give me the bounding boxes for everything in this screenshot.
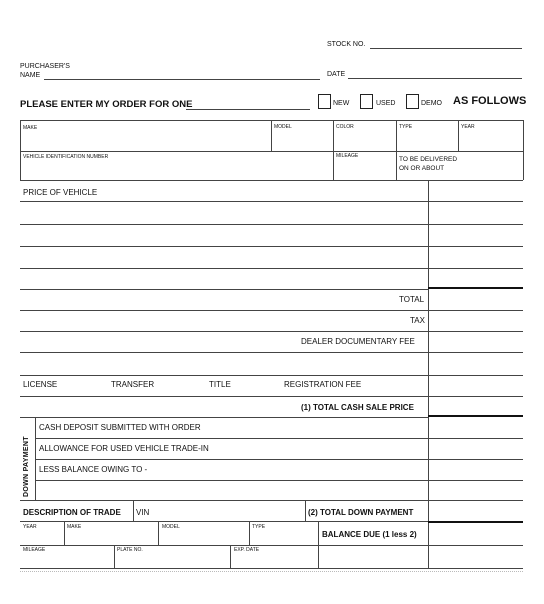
trade-year-label: YEAR: [23, 524, 37, 530]
purchasers-name-label: [20, 62, 70, 80]
cash-sale-thick-line: [428, 415, 523, 417]
trade-type-divider: [249, 521, 250, 545]
price-row-line-4: [20, 268, 523, 269]
trade-vin-label: VIN: [136, 508, 150, 517]
blank-row-line: [20, 375, 523, 376]
mileage-label: MILEAGE: [336, 153, 359, 159]
cash-deposit-row-line: [35, 438, 523, 439]
transfer-label: TRANSFER: [111, 380, 155, 389]
total-thick-line: [428, 287, 523, 289]
vehicle-divider-type: [396, 120, 397, 180]
vin-field[interactable]: [24, 160, 331, 178]
less-balance-row-line: [35, 480, 523, 481]
trade-vin-divider: [133, 500, 134, 521]
total-down-payment-label: (2) TOTAL DOWN PAYMENT: [308, 508, 414, 517]
stock-no-label: STOCK NO.: [327, 41, 366, 48]
less-balance-label: LESS BALANCE OWING TO -: [39, 465, 148, 474]
price-row-line-2: [20, 224, 523, 225]
vehicle-table-bottom: [20, 180, 523, 181]
dealer-fee-row-line: [20, 352, 523, 353]
allowance-label: ALLOWANCE FOR USED VEHICLE TRADE-IN: [39, 444, 209, 453]
vehicle-table-left: [20, 120, 21, 180]
stock-no-line[interactable]: [370, 48, 522, 49]
delivered-label: [399, 155, 457, 173]
trade-make-label: MAKE: [67, 524, 82, 530]
tax-label: TAX: [410, 316, 425, 325]
make-label: MAKE: [23, 125, 38, 131]
trade-mileage-label: MILEAGE: [23, 547, 46, 553]
down-payment-thick-line: [428, 521, 523, 523]
price-row-line-5: [20, 289, 428, 290]
amount-column-divider: [428, 180, 429, 568]
date-label: DATE: [327, 71, 346, 78]
bottom-edge-marks: [20, 571, 523, 574]
cash-deposit-label: CASH DEPOSIT SUBMITTED WITH ORDER: [39, 423, 201, 432]
trade-plate-divider: [114, 545, 115, 568]
total-row-line: [20, 310, 523, 311]
tax-row-line: [20, 331, 523, 332]
license-label: LICENSE: [23, 380, 58, 389]
year-label: YEAR: [461, 124, 475, 130]
registration-fee-label: REGISTRATION FEE: [284, 380, 362, 389]
trade-bottom-line: [20, 568, 523, 569]
balance-due-label: BALANCE DUE (1 less 2): [322, 530, 417, 539]
dealer-fee-label: DEALER DOCUMENTARY FEE: [301, 337, 415, 346]
demo-label: DEMO: [421, 100, 442, 107]
trade-plate-no-label: PLATE NO.: [117, 547, 143, 553]
vin-label: VEHICLE IDENTIFICATION NUMBER: [23, 154, 109, 160]
type-label: TYPE: [399, 124, 413, 130]
order-line[interactable]: [186, 109, 310, 110]
cash-sale-row-line: [20, 417, 428, 418]
purchasers-name-line[interactable]: [44, 79, 320, 80]
make-field[interactable]: [24, 128, 269, 148]
trade-exp-divider: [230, 545, 231, 568]
delivered-line1: TO BE DELIVERED: [399, 156, 458, 163]
price-row-line-3: [20, 246, 523, 247]
vehicle-divider-model: [271, 120, 272, 151]
purchasers-name-line1: PURCHASER'S: [20, 63, 70, 70]
trade-exp-date-label: EXP. DATE: [234, 547, 260, 553]
delivered-line2: ON OR ABOUT: [399, 165, 445, 172]
new-label: NEW: [333, 100, 350, 107]
model-label: MODEL: [274, 124, 292, 130]
total-cash-sale-price-label: (1) TOTAL CASH SALE PRICE: [301, 403, 414, 412]
used-label: USED: [376, 100, 396, 107]
down-payment-side-label: DOWN PAYMENT: [23, 436, 30, 497]
price-of-vehicle-label: PRICE OF VEHICLE: [23, 188, 98, 197]
trade-model-label: MODEL: [162, 524, 180, 530]
total-label: TOTAL: [399, 295, 425, 304]
trade-type-label: TYPE: [252, 524, 266, 530]
vehicle-divider-color: [333, 120, 334, 180]
price-row-line-1: [20, 201, 523, 202]
order-text: PLEASE ENTER MY ORDER FOR ONE: [20, 99, 193, 110]
vehicle-divider-year: [458, 120, 459, 151]
as-follows: AS FOLLOWS: [453, 95, 527, 107]
license-row-line: [20, 396, 523, 397]
trade-model-divider: [158, 521, 159, 545]
date-line[interactable]: [348, 78, 522, 79]
used-checkbox[interactable]: [360, 94, 373, 109]
trade-row-line: [20, 521, 428, 522]
allowance-row-line: [35, 459, 523, 460]
vehicle-table-mid: [20, 151, 523, 152]
title-label: TITLE: [209, 380, 231, 389]
down-payment-bottom-line: [20, 500, 523, 501]
trade-total-divider: [305, 500, 306, 521]
vehicle-table-right: [523, 120, 524, 180]
description-of-trade-label: DESCRIPTION OF TRADE: [23, 508, 121, 517]
trade-detail-row-line: [20, 545, 523, 546]
color-label: COLOR: [336, 124, 354, 130]
new-checkbox[interactable]: [318, 94, 331, 109]
purchasers-name-line2: NAME: [20, 72, 41, 79]
trade-make-divider: [64, 521, 65, 545]
demo-checkbox[interactable]: [406, 94, 419, 109]
